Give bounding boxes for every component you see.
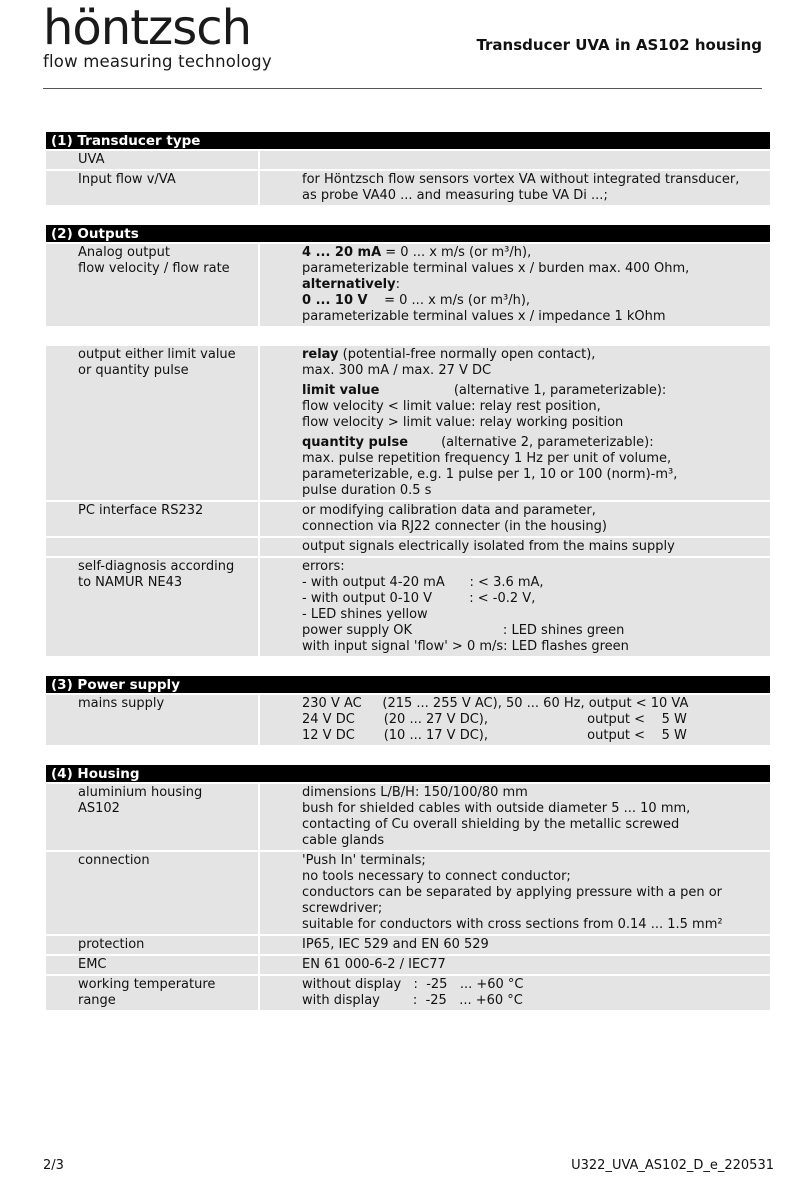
spec-row <box>46 695 770 745</box>
logo-wordmark: höntzsch <box>43 0 252 56</box>
spec-value-line: cable glands <box>302 833 385 848</box>
spec-value-line: or modifying calibration data and parameter, <box>302 503 596 518</box>
section <box>46 225 770 656</box>
spec-value-line: bush for shielded cables with outside diameter 5 ... 10 mm, <box>302 801 691 816</box>
spec-value-line <box>302 435 770 451</box>
spec-label: Input flow v/VA <box>46 171 258 205</box>
spec-value-bold: limit value <box>302 383 380 398</box>
spec-value <box>260 558 770 656</box>
spec-row <box>46 346 770 500</box>
spec-label: Analog output flow velocity / flow rate <box>46 244 258 326</box>
spec-value-line: as probe VA40 ... and measuring tube VA Di ...; <box>302 188 608 203</box>
spec-value <box>260 956 770 974</box>
spec-value-bold: 4 ... 20 mA <box>302 245 382 260</box>
spec-label: EMC <box>46 956 258 974</box>
spec-value-line: output signals electrically isolated from the mains supply <box>302 539 675 554</box>
spec-value-text: = 0 ... x m/s (or m³/h), <box>381 245 532 260</box>
spec-label: connection <box>46 852 258 934</box>
row-spacer <box>46 326 770 344</box>
spec-value-line: max. pulse repetition frequency 1 Hz per unit of volume, <box>302 451 672 466</box>
document-title: Transducer UVA in AS102 housing <box>476 36 762 54</box>
spec-value-line: for Höntzsch flow sensors vortex VA without integrated transducer, <box>302 172 740 187</box>
spec-label: output either limit value or quantity pulse <box>46 346 258 500</box>
spec-label: PC interface RS232 <box>46 502 258 536</box>
spec-row <box>46 852 770 934</box>
spec-value-line: 12 V DC (10 ... 17 V DC), output < 5 W <box>302 728 687 743</box>
spec-value <box>260 502 770 536</box>
spec-value-text: : <box>395 277 400 292</box>
spec-value-line: power supply OK : LED shines green <box>302 623 625 638</box>
section <box>46 676 770 745</box>
spec-value-line: connection via RJ22 connecter (in the housing) <box>302 519 607 534</box>
section-heading: (1) Transducer type <box>46 132 770 149</box>
spec-value-line: 230 V AC (215 ... 255 V AC), 50 ... 60 Hz, output < 10 VA <box>302 696 689 711</box>
spec-row <box>46 171 770 205</box>
spec-value-line <box>302 277 770 293</box>
spec-value-line: - with output 4-20 mA : < 3.6 mA, <box>302 575 544 590</box>
spec-value-line: no tools necessary to connect conductor; <box>302 869 571 884</box>
spec-label: protection <box>46 936 258 954</box>
company-logo <box>43 2 272 71</box>
section-heading: (4) Housing <box>46 765 770 782</box>
spec-value <box>260 346 770 500</box>
spec-value-line <box>302 347 770 363</box>
spec-value <box>260 784 770 850</box>
spec-value <box>260 244 770 326</box>
spec-value-line: conductors can be separated by applying pressure with a pen or <box>302 885 723 900</box>
spec-value-line: with display : -25 ... +60 °C <box>302 993 523 1008</box>
spec-label: aluminium housing AS102 <box>46 784 258 850</box>
spec-value <box>260 976 770 1010</box>
spec-table <box>46 132 770 1030</box>
spec-value-line: max. 300 mA / max. 27 V DC <box>302 363 492 378</box>
spec-label: self-diagnosis according to NAMUR NE43 <box>46 558 258 656</box>
spec-row <box>46 784 770 850</box>
spec-value-line: pulse duration 0.5 s <box>302 483 432 498</box>
spec-row <box>46 538 770 556</box>
spec-value <box>260 171 770 205</box>
spec-value <box>260 695 770 745</box>
spec-value-line: parameterizable terminal values x / impedance 1 kOhm <box>302 309 666 324</box>
spec-value-line: flow velocity > limit value: relay working position <box>302 415 624 430</box>
header-divider <box>43 88 762 89</box>
spec-row <box>46 956 770 974</box>
spec-value-line: screwdriver; <box>302 901 383 916</box>
spec-value-line: contacting of Cu overall shielding by the metallic screwed <box>302 817 680 832</box>
spec-value-line <box>302 245 770 261</box>
spec-value <box>260 151 770 169</box>
spec-value-line: flow velocity < limit value: relay rest position, <box>302 399 601 414</box>
spec-value-line: - LED shines yellow <box>302 607 428 622</box>
logo-tagline: flow measuring technology <box>43 52 272 71</box>
spec-value-line: - with output 0-10 V : < -0.2 V, <box>302 591 536 606</box>
spec-value-text: (alternative 2, parameterizable): <box>408 435 654 450</box>
document-id: U322_UVA_AS102_D_e_220531 <box>571 1158 774 1173</box>
section-heading: (3) Power supply <box>46 676 770 693</box>
spec-value-line: suitable for conductors with cross sections from 0.14 ... 1.5 mm² <box>302 917 723 932</box>
page-number: 2/3 <box>43 1158 64 1173</box>
spec-value-line: dimensions L/B/H: 150/100/80 mm <box>302 785 528 800</box>
spec-value <box>260 936 770 954</box>
spec-row <box>46 976 770 1010</box>
spec-value <box>260 538 770 556</box>
spec-value-line: with input signal 'flow' > 0 m/s: LED flashes green <box>302 639 629 654</box>
spec-value-bold: relay <box>302 347 339 362</box>
spec-label: working temperature range <box>46 976 258 1010</box>
spec-value-line: 24 V DC (20 ... 27 V DC), output < 5 W <box>302 712 687 727</box>
spec-value-line: errors: <box>302 559 345 574</box>
spec-value-line <box>302 293 770 309</box>
spec-value-line: parameterizable terminal values x / burden max. 400 Ohm, <box>302 261 690 276</box>
spec-value-text: = 0 ... x m/s (or m³/h), <box>367 293 531 308</box>
spec-label: mains supply <box>46 695 258 745</box>
spec-value-text: (alternative 1, parameterizable): <box>379 383 667 398</box>
section-heading: (2) Outputs <box>46 225 770 242</box>
spec-value-text: (potential-free normally open contact), <box>338 347 596 362</box>
spec-label <box>46 538 258 556</box>
section <box>46 132 770 205</box>
spec-value-bold: alternatively <box>302 277 396 292</box>
spec-value-bold: quantity pulse <box>302 435 409 450</box>
spec-value-line: IP65, IEC 529 and EN 60 529 <box>302 937 489 952</box>
spec-row <box>46 936 770 954</box>
spec-value-bold: 0 ... 10 V <box>302 293 368 308</box>
spec-value-line: 'Push In' terminals; <box>302 853 426 868</box>
spec-value-line <box>302 383 770 399</box>
spec-label: UVA <box>46 151 258 169</box>
spec-row <box>46 151 770 169</box>
spec-value-line: EN 61 000-6-2 / IEC77 <box>302 957 446 972</box>
spec-row <box>46 558 770 656</box>
spec-value-line: without display : -25 ... +60 °C <box>302 977 524 992</box>
section <box>46 765 770 1010</box>
spec-row <box>46 244 770 326</box>
spec-row <box>46 502 770 536</box>
spec-value-line: parameterizable, e.g. 1 pulse per 1, 10 or 100 (norm)-m³, <box>302 467 678 482</box>
spec-value <box>260 852 770 934</box>
